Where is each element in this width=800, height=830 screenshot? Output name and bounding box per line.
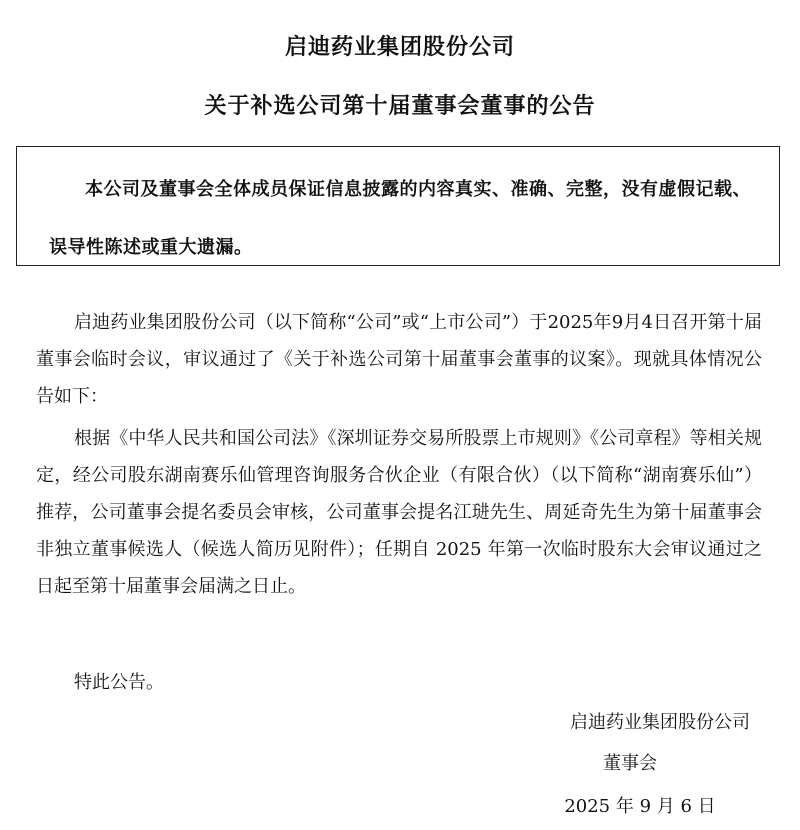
- closing-statement: 特此公告。: [74, 672, 164, 693]
- signature-date: 2025 年 9 月 6 日: [564, 796, 716, 817]
- body-paragraph-meeting: 启迪药业集团股份公司（以下简称“公司”或“上市公司”）于2025年9月4日召开第十届董事会临时会议，审议通过了《关于补选公司第十届董事会董事的议案》。现就具体情况公告如下：: [36, 312, 762, 407]
- signature-company: 启迪药业集团股份公司: [570, 712, 750, 733]
- body-paragraph-nomination: 根据《中华人民共和国公司法》《深圳证券交易所股票上市规则》《公司章程》等相关规定，经公司股东湖南赛乐仙管理咨询服务合伙企业（有限合伙）（以下简称“湖南赛乐仙”）推荐，公司董事会提名委员会审核，公司董事会提名江琎先生、周延奇先生为第十届董事会非独立董事候选人（候选人简历见附件）；任期自 2025 年第一次临时股东大会审议通过之日起至第十届董事会届满之日止。: [36, 428, 762, 597]
- signature-board: 董事会: [603, 753, 657, 774]
- disclosure-notice-box: [16, 146, 780, 266]
- disclosure-notice-text: 本公司及董事会全体成员保证信息披露的内容真实、准确、完整，没有虚假记载、误导性陈述或重大遗漏。: [49, 179, 751, 258]
- announcement-title: 关于补选公司第十届董事会董事的公告: [204, 93, 596, 119]
- company-name-heading: 启迪药业集团股份公司: [284, 34, 515, 60]
